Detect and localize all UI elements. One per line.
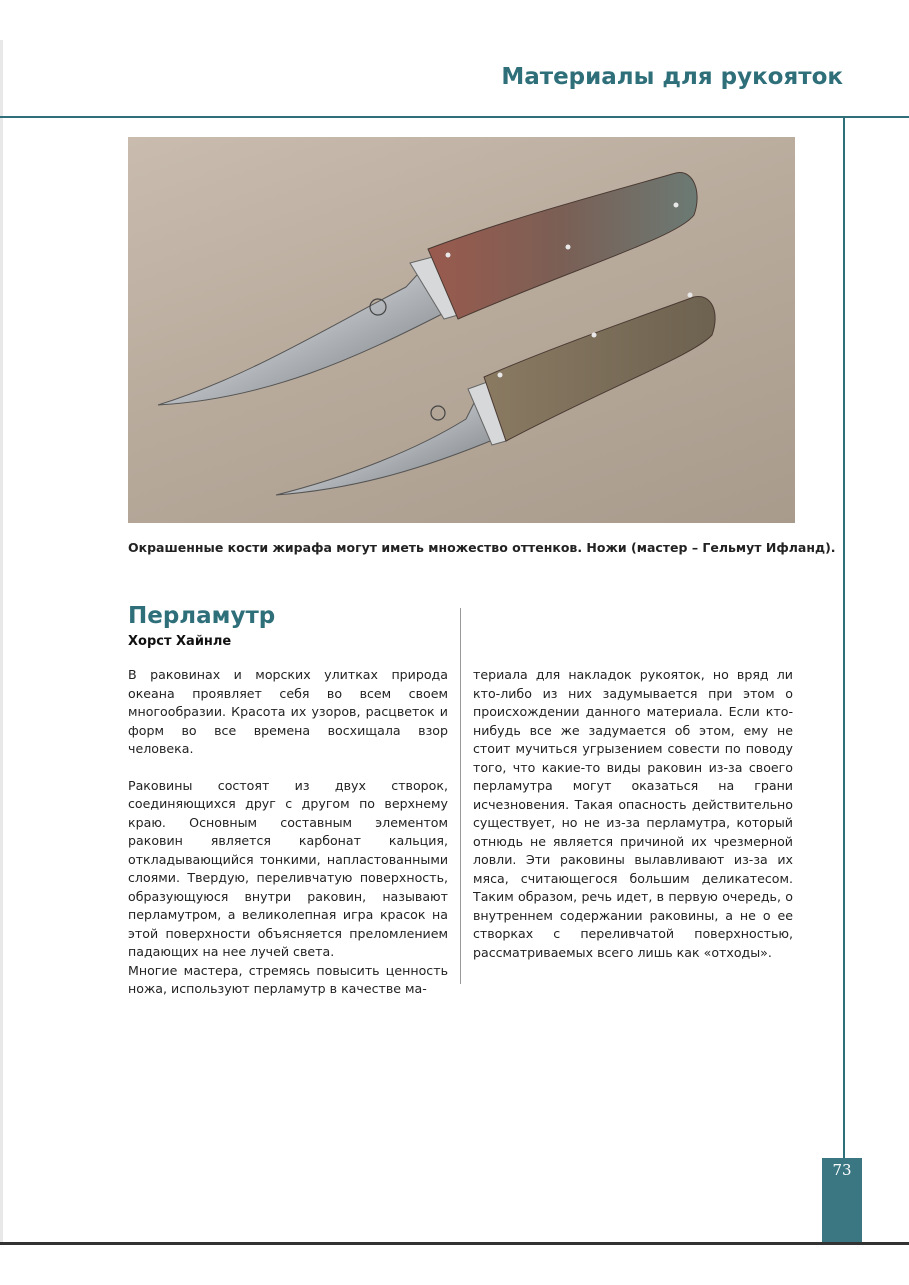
footer-rule <box>0 1242 909 1245</box>
margin-rule <box>843 116 845 1242</box>
page-edge <box>0 40 3 1245</box>
knives-photo <box>128 137 795 523</box>
page-number: 73 <box>832 1161 852 1179</box>
paragraph: Многие мастера, стремясь повысить ценность ножа, используют перламутр в качестве ма- <box>128 962 448 996</box>
right-column <box>473 666 793 962</box>
paragraph: териала для накладок рукояток, но вряд ли кто-либо из них задумывается при этом о происхождении данного материала. Если кто-нибудь все же задумается об этом, ему не стоит мучиться угрызением совести по поводу того, что какие-то виды раковин из-за своего перламутра могут оказаться на грани исчезновения. Такая опасность действительно существует, но не из-за перламутра, который отнюдь не является причиной их чрезмерной ловли. Эти раковины вылавливают из-за их мяса, считающегося большим деликатесом. Таким образом, речь идет, в первую очередь, о внутреннем содержании раковины, а не о ее створках с переливчатой поверхностью, рассматриваемых всего лишь как «отходы». <box>473 667 793 960</box>
left-column <box>128 666 448 999</box>
column-divider <box>460 608 461 984</box>
article-author: Хорст Хайнле <box>128 634 232 649</box>
section-title: Перламутр <box>128 603 276 629</box>
header-rule <box>0 116 909 118</box>
knives-illustration <box>128 137 795 523</box>
paragraph: Раковины состоят из двух створок, соединяющихся друг с другом по верхнему краю. Основным составным элементом раковин является карбонат кальция, откладывающийся тонкими, напластованными слоями. Твердую, переливчатую поверхность, образующуюся внутри раковин, называют перламутром, а великолепная игра красок на этой поверхности объясняется преломлением падающих на нее лучей света. <box>128 777 448 959</box>
paragraph: В раковинах и морских улитках природа океана проявляет себя во всем своем многообразии. Красота их узоров, расцветок и форм во все времена восхищала взор человека. <box>128 667 448 756</box>
figure-caption: Окрашенные кости жирафа могут иметь множество оттенков. Ножи (мастер – Гельмут Ифланд). <box>128 540 836 555</box>
chapter-header: Материалы для рукояток <box>501 64 843 90</box>
